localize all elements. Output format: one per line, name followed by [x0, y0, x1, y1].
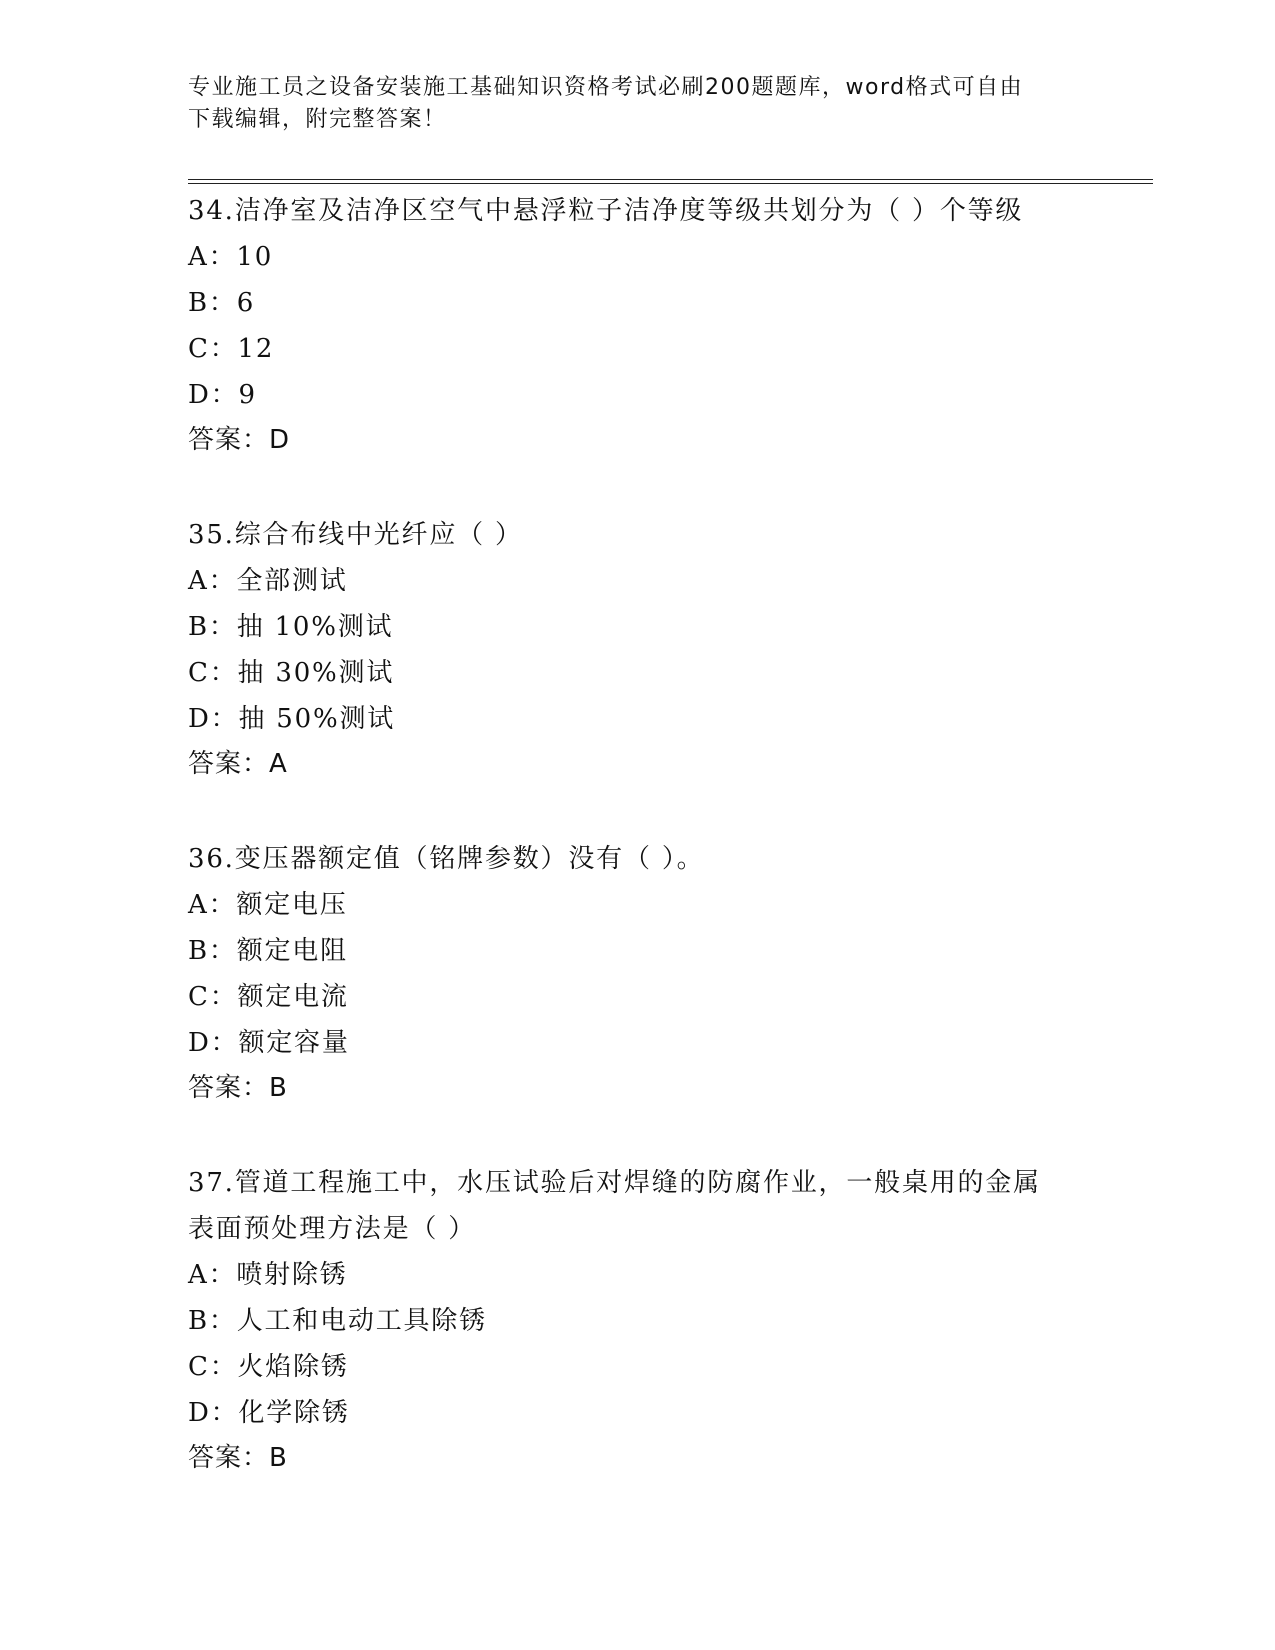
option-c: C：火焰除锈 [188, 1352, 349, 1382]
question-35 [188, 512, 1153, 786]
option-b: B：抽 10%测试 [188, 612, 394, 642]
header-line-1: 专业施工员之设备安装施工基础知识资格考试必刷200题题库，word格式可自由 [188, 75, 1024, 100]
option-c: C：抽 30%测试 [188, 658, 395, 688]
option-d: D：化学除锈 [188, 1398, 350, 1428]
answer-label: 答案：B [188, 1443, 288, 1473]
option-b: B：额定电阻 [188, 936, 348, 966]
question-stem: 36.变压器额定值（铭牌参数）没有（ ）。 [188, 844, 705, 874]
option-d: D：9 [188, 380, 257, 410]
answer-label: 答案：B [188, 1073, 288, 1103]
question-list [188, 188, 1153, 1530]
option-b: B：人工和电动工具除锈 [188, 1306, 487, 1336]
question-stem: 35.综合布线中光纤应（ ） [188, 520, 523, 550]
option-a: A：额定电压 [188, 890, 348, 920]
option-a: A：喷射除锈 [188, 1260, 348, 1290]
question-stem-line-1: 37.管道工程施工中，水压试验后对焊缝的防腐作业，一般桌用的金属 [188, 1168, 1041, 1198]
question-36 [188, 836, 1153, 1110]
answer-label: 答案：D [188, 425, 291, 455]
option-a: A：全部测试 [188, 566, 348, 596]
option-a: A：10 [188, 242, 274, 272]
option-b: B：6 [188, 288, 256, 318]
option-c: C：12 [188, 334, 275, 364]
header-divider-bottom [188, 183, 1153, 184]
document-header [188, 72, 1088, 136]
question-37 [188, 1160, 1153, 1480]
question-34 [188, 188, 1153, 462]
question-stem: 34.洁净室及洁净区空气中悬浮粒子洁净度等级共划分为（ ）个等级 [188, 196, 1024, 226]
option-d: D：抽 50%测试 [188, 704, 396, 734]
option-c: C：额定电流 [188, 982, 349, 1012]
answer-label: 答案：A [188, 749, 288, 779]
option-d: D：额定容量 [188, 1028, 350, 1058]
header-divider-top [188, 179, 1153, 180]
header-line-2: 下载编辑，附完整答案！ [188, 107, 447, 132]
question-stem-line-2: 表面预处理方法是（ ） [188, 1214, 477, 1244]
